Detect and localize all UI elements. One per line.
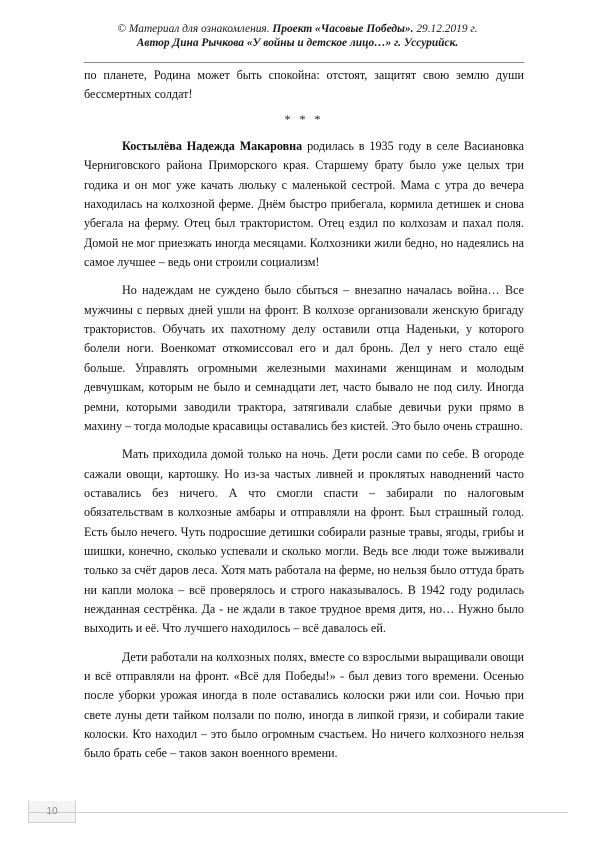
- person-name: Костылёва Надежда Макаровна: [122, 139, 303, 154]
- header-divider: [84, 62, 524, 63]
- paragraph-1: [84, 137, 524, 272]
- header-line-1: [60, 22, 535, 36]
- header-project: Проект «Часовые Победы».: [272, 23, 414, 35]
- paragraph-4: Дети работали на колхозных полях, вместе со взрослыми выращивали овощи и всё отправляли на фронт. «Всё для Победы!» - был девиз того времени. Осенью после уборки урожая иногда в поле оставались колоски ржи или сои. Ночью при свете луны дети тайком ползали по полю, иногда в липкой грязи, и собирали такие колоски. Кто находил – это было огромным счастьем. Но ничего колхозного нельзя было брать себе – таков закон военного времени.: [84, 649, 524, 761]
- paragraph-2: Но надеждам не суждено было сбыться – внезапно началась война… Все мужчины с первых дней ушли на фронт. В колхозе организовали женскую бригаду трактористов. Обучать их пахотному делу оставили отца Наденьки, у которого болели ноги. Военкомат откомиссовал его и дал бронь. Дел у него стало ещё больше. Управлять огромными железными махинами женщинам и молодым девчушкам, которым не было и семнадцати лет, часто бывало не под силу. Иногда ремни, которыми заводили трактора, затягивали слабые девичьи руки прямо в махину – тогда молодые красавицы оставались без кистей. Это было очень страшно.: [84, 283, 524, 433]
- paragraph-3: Мать приходила домой только на ночь. Дети росли сами по себе. В огороде сажали овощи, картошку. Но из-за частых ливней и проклятых наводнений часто оставались без ничего. А что смогли спасти – забирали по налоговым обязательствам в колхозные амбары и отправляли на фронт. Был страшный голод. Есть было нечего. Чуть подросшие детишки собирали разные травы, ягоды, грибы и шишки, конечно, сколько успевали и сколько могли. Ведь все люди тоже выживали только за счёт даров леса. Хотя мать работала на ферме, но нельзя было оттуда брать ни капли молока – всё проверялось и строго наказывалось. В 1942 году родилась нежданная сестрёнка. Да - не ждали в такое трудное время дитя, но… Нужно было выходить и её. Что лучшего находилось – всё давалось ей.: [84, 447, 524, 636]
- section-separator: * * *: [284, 111, 324, 126]
- footer-divider: [28, 812, 568, 813]
- paragraph-1-text: родилась в 1935 году в селе Васиановка Черниговского района Приморского края. Старшему брату было уже целых три годика и он мог уже качать люльку с маленькой сестрой. Мама с утра до вечера находилась на колхозной ферме. Днём быстро прибегала, кормила детишек и снова убегала на ферму. Отец был трактористом. Отец ездил по колхозам и пахал поля. Домой не мог приезжать иногда месяцами. Колхозники жили бедно, но надеялись на самое лучшее – ведь они строили социализм!: [84, 139, 524, 270]
- page-number: 10: [46, 806, 58, 817]
- header-copyright: © Материал для ознакомления.: [117, 23, 270, 35]
- page-body: [84, 66, 524, 764]
- header-date: 29.12.2019 г.: [416, 23, 478, 35]
- paragraph-continued: по планете, Родина может быть спокойна: отстоят, защитят свою землю души бессмертных солдат!: [84, 68, 524, 102]
- header-line-2: Автор Дина Рычкова «У войны и детское лицо…» г. Уссурийск.: [136, 37, 459, 49]
- page-header: [60, 22, 535, 50]
